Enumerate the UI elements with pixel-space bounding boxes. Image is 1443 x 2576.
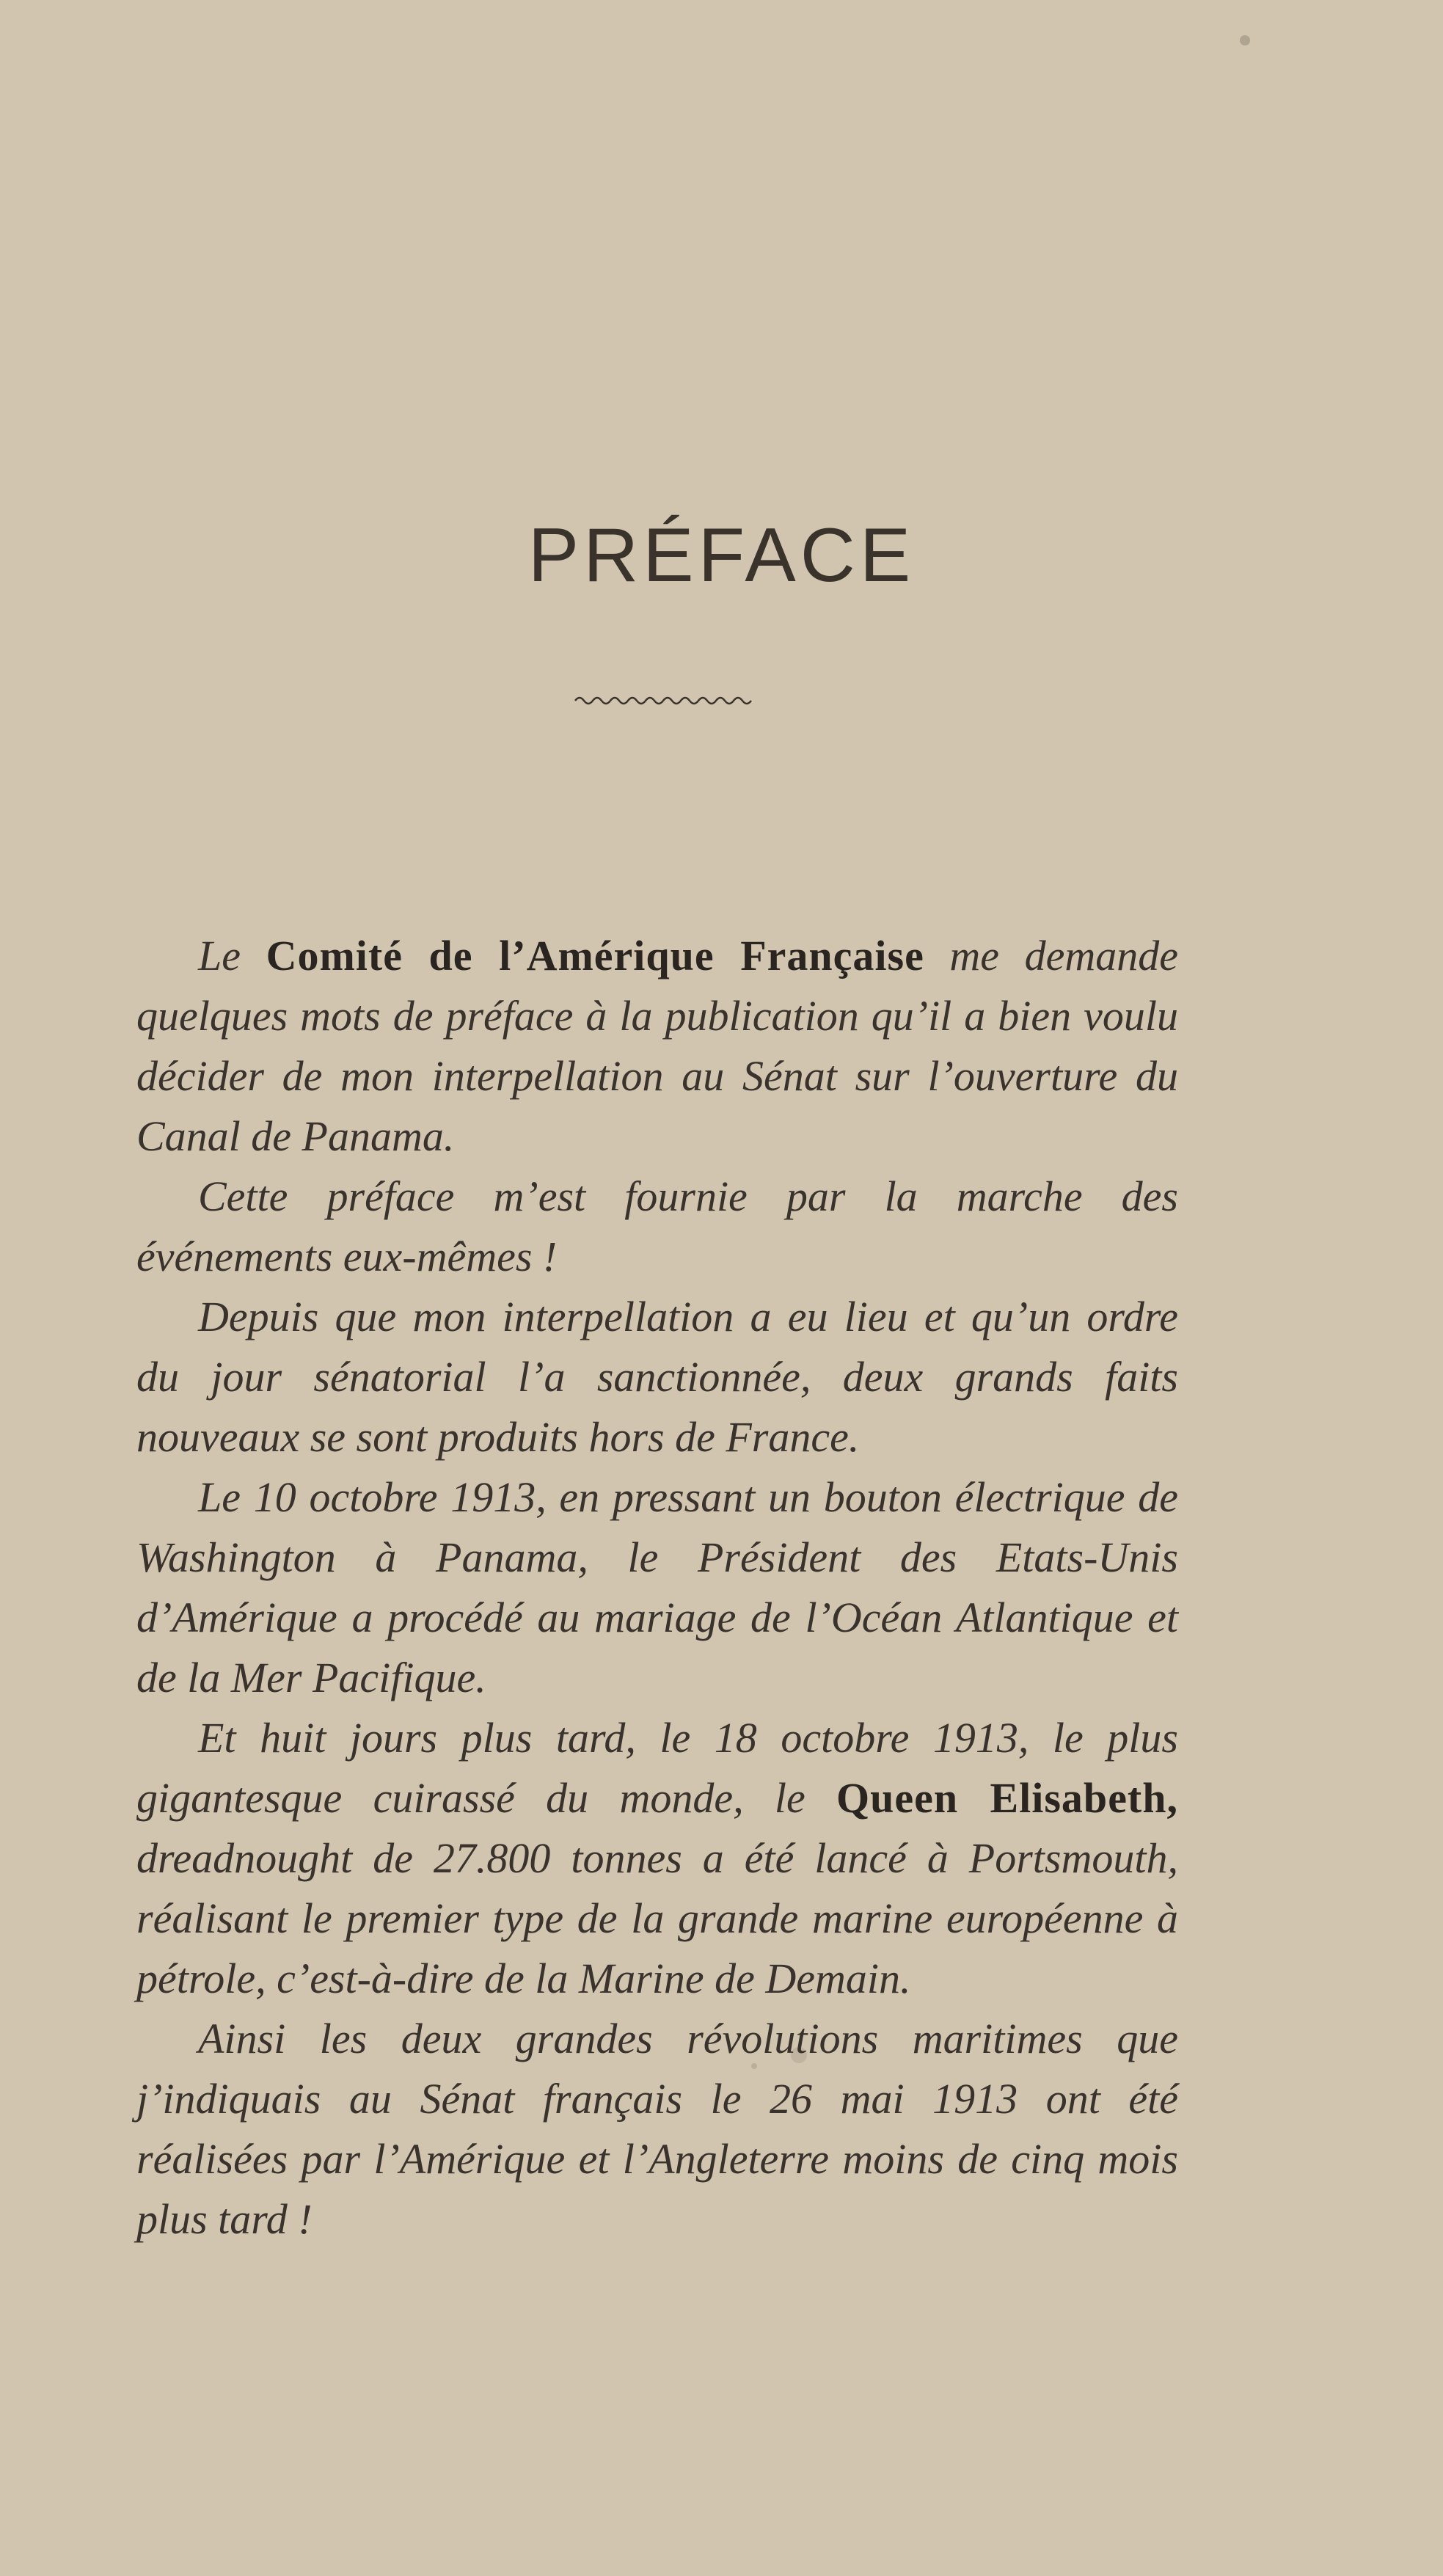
paper-speck	[1240, 35, 1250, 45]
preface-paragraph	[136, 1467, 1178, 1708]
paragraph-text: dreadnought de 27.800 tonnes a été lancé à Portsmouth, réalisant le premier type de la grande marine européenne à pétrole, c’est-à-dire de la Marine de Demain.	[136, 1834, 1178, 2002]
preface-paragraph	[136, 1167, 1178, 1287]
paragraph-text: Cette préface m’est fournie par la marche des événements eux-mêmes !	[136, 1172, 1178, 1280]
preface-paragraph	[136, 1287, 1178, 1467]
paragraph-text: Depuis que mon interpellation a eu lieu et qu’un ordre du jour sénatorial l’a sanctionnée, deux grands faits nouveaux se sont produits hors de France.	[136, 1293, 1178, 1461]
preface-body	[136, 926, 1178, 2250]
emphasized-name: Comité de l’Amérique Française	[266, 932, 924, 979]
preface-paragraph	[136, 1708, 1178, 2009]
wavy-divider	[574, 693, 753, 708]
preface-paragraph	[136, 926, 1178, 1167]
paragraph-text: Et huit jours plus tard, le 18 octobre 1913, le plus gigantesque cuirassé du monde, le	[136, 1714, 1178, 1822]
paragraph-text: Ainsi les deux grandes révolutions maritimes que j’indiquais au Sénat français le 26 mai 1913 ont été réalisées par l’Amérique et l’Angleterre moins de cinq mois plus tard !	[136, 2015, 1178, 2243]
paragraph-text: Le	[198, 932, 266, 979]
paragraph-text: me demande quelques mots de préface à la publication qu’il a bien voulu décider de mon interpellation au Sénat sur l’ouverture du Canal de Panama.	[136, 932, 1178, 1160]
paragraph-text: Le 10 octobre 1913, en pressant un bouton électrique de Washington à Panama, le Président des Etats-Unis d’Amérique a procédé au mariage de l’Océan Atlantique et de la Mer Pacifique.	[136, 1473, 1178, 1701]
preface-paragraph	[136, 2009, 1178, 2250]
emphasized-name: Queen Elisabeth,	[836, 1774, 1179, 1822]
page-title: PRÉFACE	[527, 512, 916, 598]
